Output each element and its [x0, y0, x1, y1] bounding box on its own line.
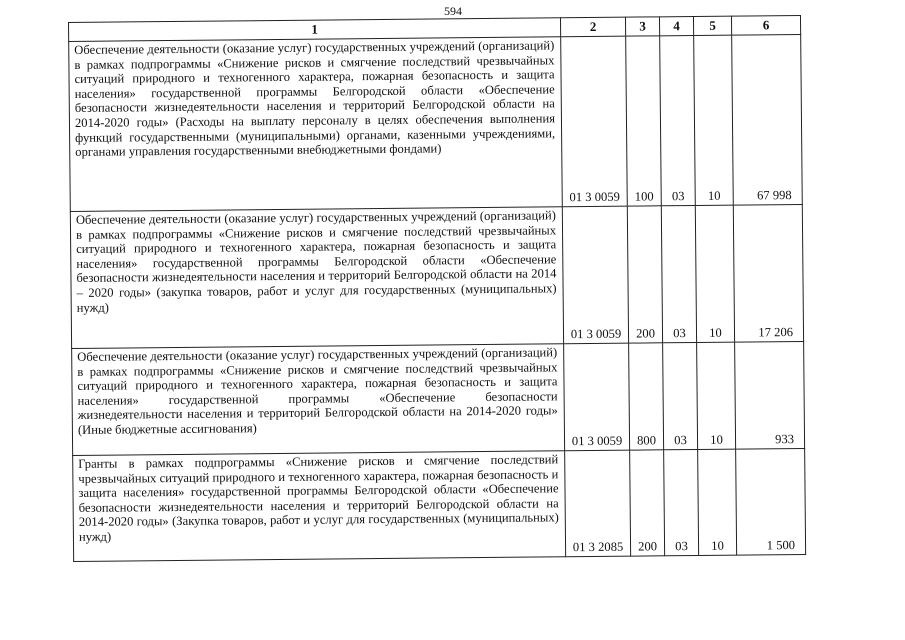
- budget-table-sheet: [68, 15, 805, 562]
- row-expense-type: 800: [629, 343, 664, 450]
- row-target-code: 01 3 0059: [561, 36, 628, 207]
- row-target-code: 01 3 0059: [562, 206, 628, 344]
- row-subsection: 10: [697, 342, 736, 449]
- row-target-code: 01 3 2085: [565, 450, 631, 557]
- table-row: [72, 341, 805, 455]
- table-row: [69, 34, 803, 211]
- page-number: 594: [444, 4, 462, 18]
- row-subsection: 10: [698, 449, 737, 555]
- column-header-subsection: 5: [693, 16, 731, 35]
- row-section: 03: [661, 205, 696, 342]
- row-target-code: 01 3 0059: [564, 343, 630, 451]
- row-description: Гранты в рамках подпрограммы «Снижение рисков и смягчение последствий чрезвычайных ситуаций природного и техногенного характера, пожарная безопасность и защита населения» государственной программы Белгородской области «Обеспечение безопасности жизнедеятельности населения и территорий Белгородской области на 2014-2020 годы» (Закупка товаров, работ и услуг для государственных (муниципальных) нужд): [73, 451, 566, 562]
- row-amount: 933: [735, 341, 805, 449]
- table-row: [70, 204, 803, 348]
- table-row: [73, 448, 806, 561]
- row-section: 03: [660, 35, 696, 205]
- row-amount: 67 998: [732, 34, 803, 205]
- column-header-description: 1: [69, 18, 561, 42]
- row-amount: 17 206: [733, 204, 803, 342]
- row-section: 03: [663, 342, 698, 449]
- row-description: Обеспечение деятельности (оказание услуг) государственных учреждений (организаций) в рамках подпрограммы «Снижение рисков и смягчение последствий чрезвычайных ситуаций природного и техногенного характера, пожарная безопасность и защита населения» государственной программы «Обеспечение безопасности жизнедеятельности населения и территорий Белгородской области на 2014-2020 годы» (Иные бюджетные ассигнования): [72, 344, 565, 456]
- row-section: 03: [664, 449, 699, 555]
- column-header-amount: 6: [731, 15, 800, 35]
- column-header-section: 4: [659, 16, 693, 35]
- row-expense-type: 100: [626, 36, 662, 206]
- row-description: Обеспечение деятельности (оказание услуг) государственных учреждений (организаций) в рамках подпрограммы «Снижение рисков и смягчение последствий чрезвычайных ситуаций природного и техногенного характера, пожарная безопасность и защита населения» государственной программы Белгородской области «Обеспечение безопасности жизнедеятельности населения и территорий Белгородской области на 2014 – 2020 годы» (закупка товаров, работ и услуг для государственных (муниципальных) нужд): [70, 207, 563, 349]
- row-subsection: 10: [694, 35, 734, 205]
- row-subsection: 10: [695, 205, 734, 342]
- column-header-expense-type: 3: [625, 17, 659, 36]
- row-amount: 1 500: [736, 448, 806, 555]
- budget-table: [68, 15, 806, 562]
- row-expense-type: 200: [630, 450, 665, 556]
- row-description: Обеспечение деятельности (оказание услуг) государственных учреждений (организаций) в рамках подпрограммы «Снижение рисков и смягчение последствий чрезвычайных ситуаций природного и техногенного характера, пожарная безопасность и защита населения» государственной программы Белгородской области «Обеспечение безопасности жизнедеятельности населения и территорий Белгородской области на 2014-2020 годы» (Расходы на выплату персоналу в целях обеспечения выполнения функций государственными (муниципальными) органами, казенными учреждениями, органами управления государственными внебюджетными фондами): [69, 37, 563, 212]
- row-expense-type: 200: [627, 206, 662, 343]
- column-header-target: 2: [560, 17, 625, 37]
